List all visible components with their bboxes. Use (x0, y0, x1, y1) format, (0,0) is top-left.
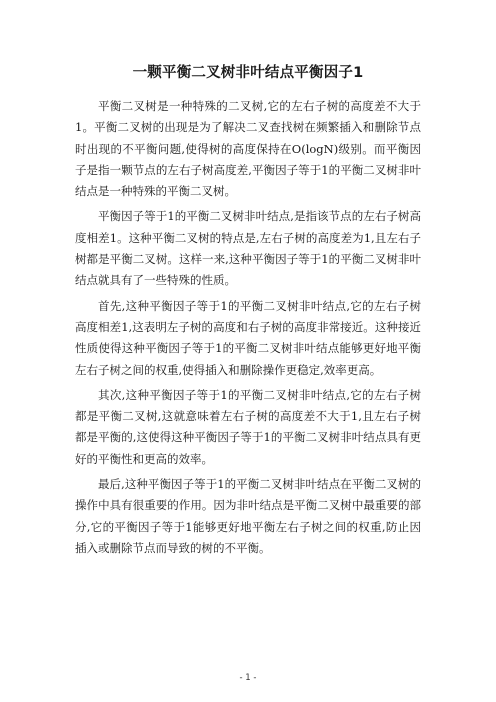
paragraph-1: 平衡二叉树是一种特殊的二叉树,它的左右子树的高度差不大于1。平衡二叉树的出现是为了解决二叉查找树在频繁插入和删除节点时出现的不平衡问题,使得树的高度保持在O(logN)级别。而平衡因子是指一颗节点的左右子树高度差,平衡因子等于1的平衡二叉树非叶结点是一种特殊的平衡二叉树。 (75, 99, 421, 199)
paragraph-3: 首先,这种平衡因子等于1的平衡二叉树非叶结点,它的左右子树高度相差1,这表明左子树的高度和右子树的高度非常接近。这种接近性质使得这种平衡因子等于1的平衡二叉树非叶结点能够更好地平衡左右子树之间的权重,使得插入和删除操作更稳定,效率更高。 (75, 298, 421, 377)
document-body (75, 96, 421, 563)
page-number: - 1 - (239, 673, 257, 683)
paragraph-2: 平衡因子等于1的平衡二叉树非叶结点,是指该节点的左右子树高度相差1。这种平衡二叉树的特点是,左右子树的高度差为1,且左右子树都是平衡二叉树。这样一来,这种平衡因子等于1的平衡二叉树非叶结点就具有了一些特殊的性质。 (75, 209, 421, 288)
document-title: 一颗平衡二叉树非叶结点平衡因子1 (132, 65, 364, 81)
paragraph-4: 其次,这种平衡因子等于1的平衡二叉树非叶结点,它的左右子树都是平衡二叉树,这就意味着左右子树的高度差不大于1,且左右子树都是平衡的,这使得这种平衡因子等于1的平衡二叉树非叶结点具有更好的平衡性和更高的效率。 (75, 387, 421, 466)
paragraph-5: 最后,这种平衡因子等于1的平衡二叉树非叶结点在平衡二叉树的操作中具有很重要的作用。因为非叶结点是平衡二叉树中最重要的部分,它的平衡因子等于1能够更好地平衡左右子树之间的权重,防止因插入或删除节点而导致的树的不平衡。 (75, 477, 421, 555)
